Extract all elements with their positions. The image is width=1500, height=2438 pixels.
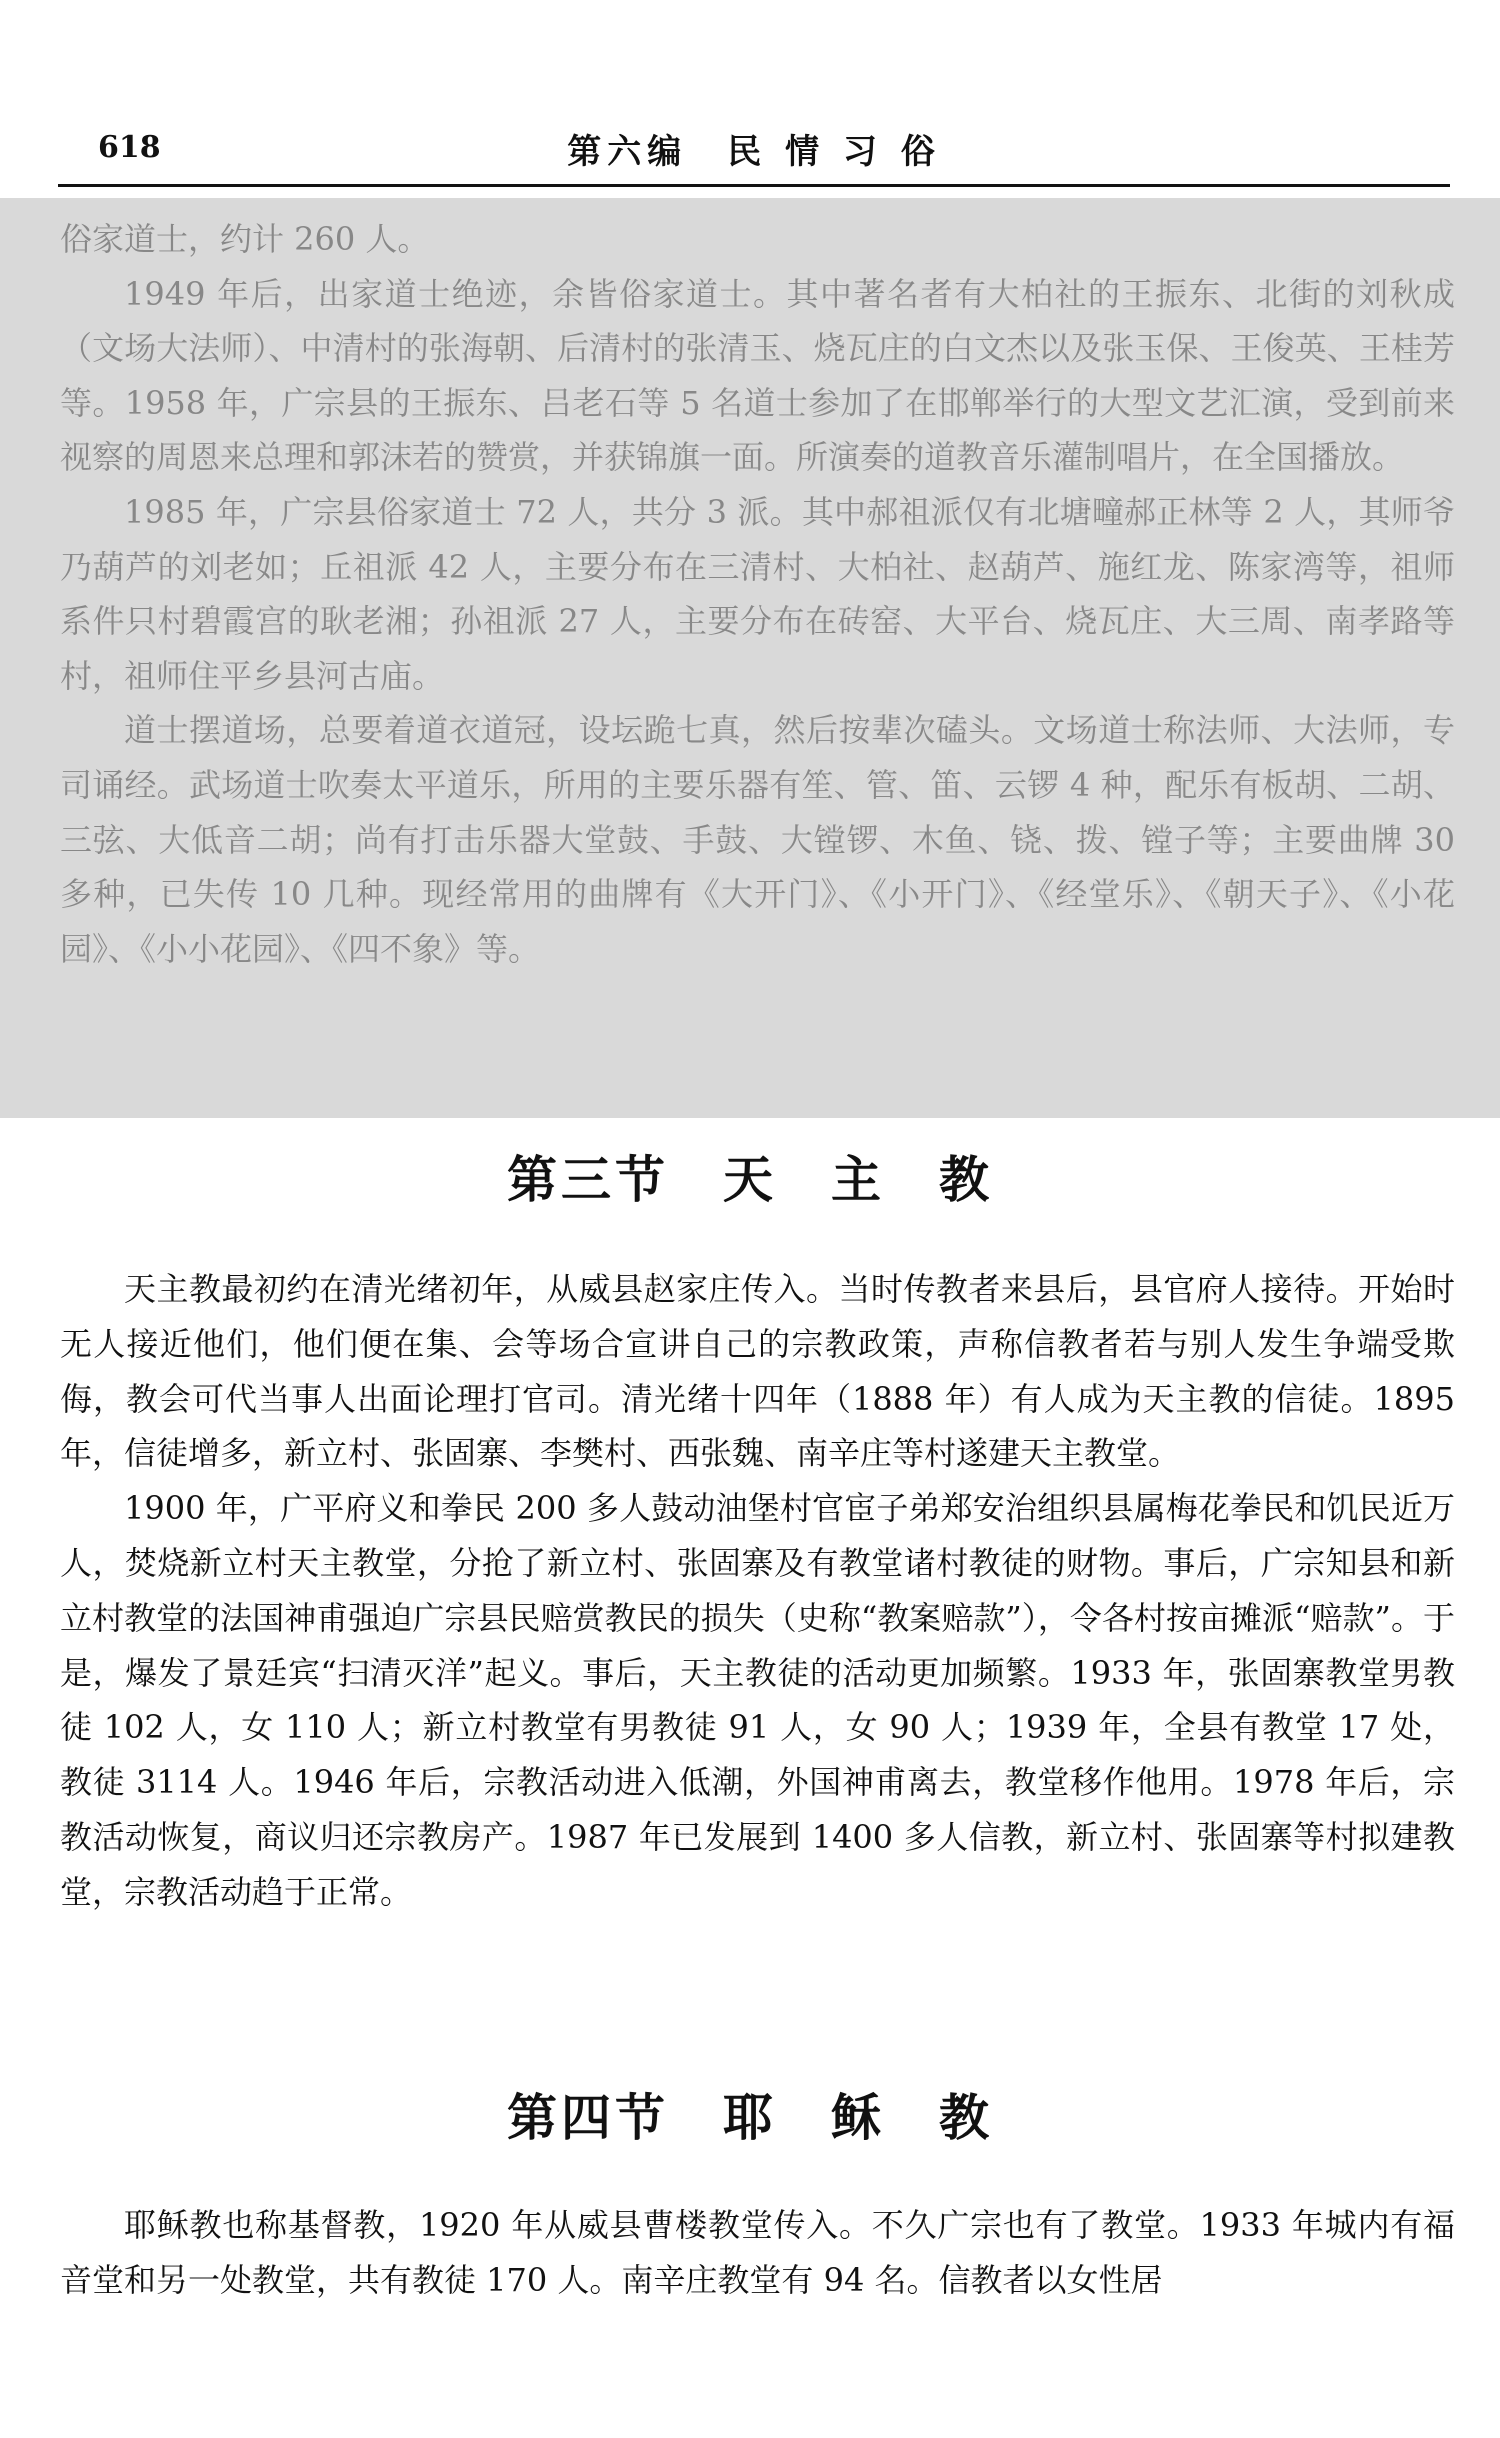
- shaded-text-block: [0, 198, 1500, 1118]
- paragraph: 1949 年后，出家道士绝迹，余皆俗家道士。其中著名者有大柏社的王振东、北街的刘秋成（文场大法师）、中清村的张海朝、后清村的张清玉、烧瓦庄的白文杰以及张玉保、王俊英、王桂芳等。1958 年，广宗县的王振东、吕老石等 5 名道士参加了在邯郸举行的大型文艺汇演，受到前来视察的周恩来总理和郭沫若的赞赏，并获锦旗一面。所演奏的道教音乐灌制唱片，在全国播放。: [60, 274, 1455, 477]
- paragraph: 1985 年，广宗县俗家道士 72 人，共分 3 派。其中郝祖派仅有北塘疃郝正林等 2 人，其师爷乃葫芦的刘老如；丘祖派 42 人，主要分布在三清村、大柏社、赵葫芦、施红龙、陈家湾等，祖师系件只村碧霞宫的耿老湘；孙祖派 27 人，主要分布在砖窑、大平台、烧瓦庄、大三周、南孝路等村，祖师住平乡县河古庙。: [60, 492, 1455, 695]
- shaded-text-content: [60, 212, 1455, 976]
- paragraph: 天主教最初约在清光绪初年，从威县赵家庄传入。当时传教者来县后，县官府人接待。开始时无人接近他们，他们便在集、会等场合宣讲自己的宗教政策，声称信教者若与别人发生争端受欺侮，教会可代当事人出面论理打官司。清光绪十四年（1888 年）有人成为天主教的信徒。1895 年，信徒增多，新立村、张固寨、李樊村、西张魏、南辛庄等村遂建天主教堂。: [60, 1270, 1455, 1473]
- paragraph: 俗家道士，约计 260 人。: [60, 220, 430, 258]
- paragraph: 1900 年，广平府义和拳民 200 多人鼓动油堡村官宦子弟郑安治组织县属梅花拳民和饥民近万人，焚烧新立村天主教堂，分抢了新立村、张固寨及有教堂诸村教徒的财物。事后，广宗知县和新立村教堂的法国神甫强迫广宗县民赔赏教民的损失（史称“教案赔款”），令各村按亩摊派“赔款”。于是，爆发了景廷宾“扫清灭洋”起义。事后，天主教徒的活动更加频繁。1933 年，张固寨教堂男教徒 102 人，女 110 人；新立村教堂有男教徒 91 人，女 90 人；1939 年，全县有教堂 17 处，教徒 3114 人。1946 年后，宗教活动进入低潮，外国神甫离去，教堂移作他用。1978 年后，宗教活动恢复，商议归还宗教房产。1987 年已发展到 1400 多人信教，新立村、张固寨等村拟建教堂，宗教活动趋于正常。: [60, 1489, 1455, 1911]
- page-number: 618: [98, 130, 161, 165]
- section-title-catholicism: 第三节 天 主 教: [507, 1151, 993, 1209]
- section-title-protestantism: 第四节 耶 稣 教: [507, 2089, 993, 2147]
- header-rule: [58, 184, 1450, 187]
- running-head: 第六编 民 情 习 俗: [567, 132, 941, 172]
- section-body-protestantism: [60, 2198, 1455, 2308]
- paragraph: 道士摆道场，总要着道衣道冠，设坛跪七真，然后按辈次磕头。文场道士称法师、大法师，专司诵经。武场道士吹奏太平道乐，所用的主要乐器有笙、管、笛、云锣 4 种，配乐有板胡、二胡、三弦、大低音二胡；尚有打击乐器大堂鼓、手鼓、大镗锣、木鱼、铙、拨、镗子等；主要曲牌 30 多种，已失传 10 几种。现经常用的曲牌有《大开门》、《小开门》、《经堂乐》、《朝天子》、《小花园》、《小小花园》、《四不象》等。: [60, 711, 1455, 968]
- page-header: [58, 118, 1450, 188]
- paragraph: 耶稣教也称基督教，1920 年从威县曹楼教堂传入。不久广宗也有了教堂。1933 年城内有福音堂和另一处教堂，共有教徒 170 人。南辛庄教堂有 94 名。信教者以女性居: [60, 2206, 1455, 2299]
- section-body-catholicism: [60, 1262, 1455, 1920]
